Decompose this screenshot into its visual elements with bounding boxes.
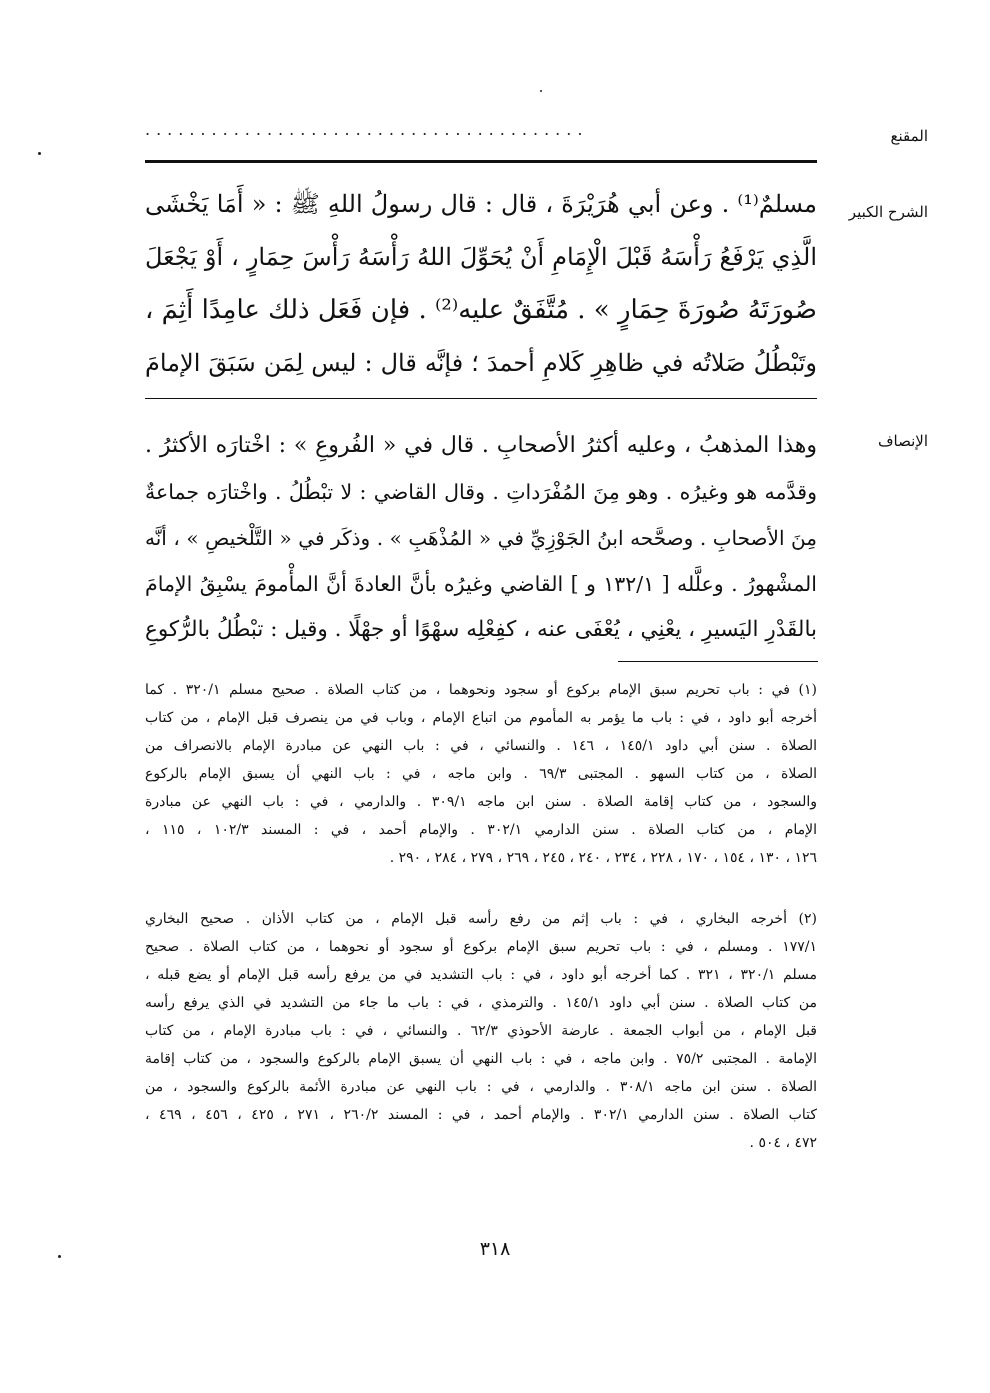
section-divider (145, 398, 817, 399)
footnote-2 (145, 905, 817, 1157)
footnote-line: والسجود ، من كتاب إقامة الصلاة . سنن ابن ماجه ٣٠٩/١ . والدارمي ، في : باب النهي عن مبادرة (145, 794, 817, 810)
footnote-line: قبل الإمام ، من أبواب الجمعة . عارضة الأحوذي ٦٢/٣ . والنسائي ، في : باب مبادرة الإمام ، من كتاب (145, 1023, 817, 1039)
footnote-line: الصلاة ، من كتاب السهو . المجتبى ٦٩/٣ . وابن ماجه ، في : باب النهي أن يسبق الإمام بالركوع (145, 766, 817, 782)
running-title: المقنع (890, 127, 928, 145)
scan-speck (540, 90, 542, 92)
footnote-line: أخرجه أبو داود ، في : باب ما يؤمر به المأموم من اتباع الإمام ، وباب في من ينصرف قبل الإمام ، من كتاب (145, 710, 817, 726)
section-label-insaf: الإنصاف (877, 432, 928, 450)
section-label-sharh: الشرح الكبير (848, 203, 928, 221)
footnote-line: ٤٧٢ ، ٥٠٤ . (749, 1135, 817, 1151)
insaf-line: بالقَدْرِ اليَسيرِ ، يعْنِي ، يُعْفَى عنه ، كفِعْلِه سهْوًا أو جهْلًا . وقيل : تبْطُلُ بالرُّكوعِ (145, 617, 817, 642)
footnote-line: ١٧٧/١ . ومسلم ، في : باب تحريم سبق الإمام بركوع أو سجود أو نحوهما ، من كتاب الصلاة . صحيح (145, 939, 817, 955)
insaf-line: المشْهورُ . وعلَّله [ ١٣٢/١ و ] القاضي وغيرُه بأنَّ العادةَ أنَّ المأْمومَ يسْبِقُ الإمامَ (145, 572, 817, 596)
sharh-line: الَّذِي يَرْفَعُ رَأْسَهُ قَبْلَ الْإِمَامِ أَنْ يُحَوِّلَ اللهُ رَأْسَهُ رَأْسَ حِمَارٍ ، أَوْ يَجْعَلَ (145, 243, 817, 271)
scan-speck (38, 152, 41, 155)
footnote-line: كتاب الصلاة . سنن الدارمي ٣٠٢/١ . والإمام أحمد ، في : المسند ٢٦٠/٢ ، ٢٧١ ، ٤٢٥ ، ٤٥٦ ، ٤٦٩ ، (145, 1107, 817, 1123)
footnote-line: ١٢٦ ، ١٣٠ ، ١٥٤ ، ١٧٠ ، ٢٢٨ ، ٢٣٤ ، ٢٤٠ ، ٢٤٥ ، ٢٦٩ ، ٢٧٩ ، ٢٨٤ ، ٢٩٠ . (389, 850, 817, 866)
footnote-line: (٢) أخرجه البخاري ، في : باب إثم من رفع رأسه قبل الإمام ، من كتاب الأذان . صحيح البخاري (145, 911, 817, 927)
footnote-line: الصلاة . سنن ابن ماجه ٣٠٨/١ . والدارمي ، في : باب النهي عن مبادرة الأئمة بالركوع والسجود ، من (145, 1079, 817, 1095)
insaf-line: مِنَ الأصحابِ . وصحَّحه ابنُ الجَوْزِيِّ في « المُذْهَبِ » . وذكَر في « التَّلْخيصِ » ، أنَّه (145, 526, 817, 550)
footnote-1 (145, 676, 817, 872)
insaf-line: وقدَّمه هو وغيرُه . وهو مِنَ المُفْرَداتِ . وقال القاضي : لا تبْطُلُ . واخْتارَه جماعةٌ (145, 480, 817, 504)
header-dotted-leader: ........................................ (145, 124, 589, 136)
insaf-text (145, 423, 817, 653)
footnote-line: الإمامة . المجتبى ٧٥/٢ . وابن ماجه ، في : باب النهي أن يسبق الإمام بالركوع والسجود ، من كتاب إقامة (145, 1051, 817, 1067)
sharh-line: صُورَتَهُ صُورَةَ حِمَارٍ » . مُتَّفَقٌ عليه⁽²⁾ . فإن فَعَل ذلك عامِدًا أَثِمَ ، (145, 295, 817, 325)
footnote-separator (618, 661, 818, 662)
sharh-line: مسلمٌ⁽¹⁾ . وعن أبي هُرَيْرَةَ ، قال : قال رسولُ اللهِ ﷺ : « أَمَا يَخْشَى (145, 190, 817, 218)
footnote-line: الصلاة . سنن أبي داود ١٤٥/١ ، ١٤٦ . والنسائي ، في : باب النهي عن مبادرة الإمام بالانصراف من (145, 738, 817, 754)
footnote-line: مسلم ٣٢٠/١ ، ٣٢١ . كما أخرجه أبو داود ، في : باب التشديد في من يرفع رأسه قبل الإمام أو يضع قبله ، (145, 967, 817, 983)
footnote-line: (١) في : باب تحريم سبق الإمام بركوع أو سجود ونحوهما ، من كتاب الصلاة . صحيح مسلم ٣٢٠/١ . كما (145, 682, 817, 698)
page-number: ٣١٨ (479, 1238, 511, 1260)
footnote-line: من كتاب الصلاة . سنن أبي داود ١٤٥/١ . والترمذي ، في : باب ما جاء من التشديد في الذي يرفع رأسه (145, 995, 817, 1011)
insaf-line: وهذا المذهبُ ، وعليه أكثرُ الأصحابِ . قال في « الفُروعِ » : اخْتارَه الأكثرُ . (145, 433, 817, 458)
sharh-line: وتَبْطُلُ صَلاتُه في ظاهِرِ كَلامِ أحمدَ ؛ فإنَّه قال : ليس لِمَن سَبَقَ الإمامَ (145, 349, 817, 377)
footnote-line: الإمام ، من كتاب الصلاة . سنن الدارمي ٣٠٢/١ . والإمام أحمد ، في : المسند ١٠٢/٣ ، ١١٥ ، (145, 822, 817, 838)
sharh-text (145, 178, 817, 390)
header-rule (145, 160, 817, 163)
scan-speck (58, 1255, 61, 1258)
